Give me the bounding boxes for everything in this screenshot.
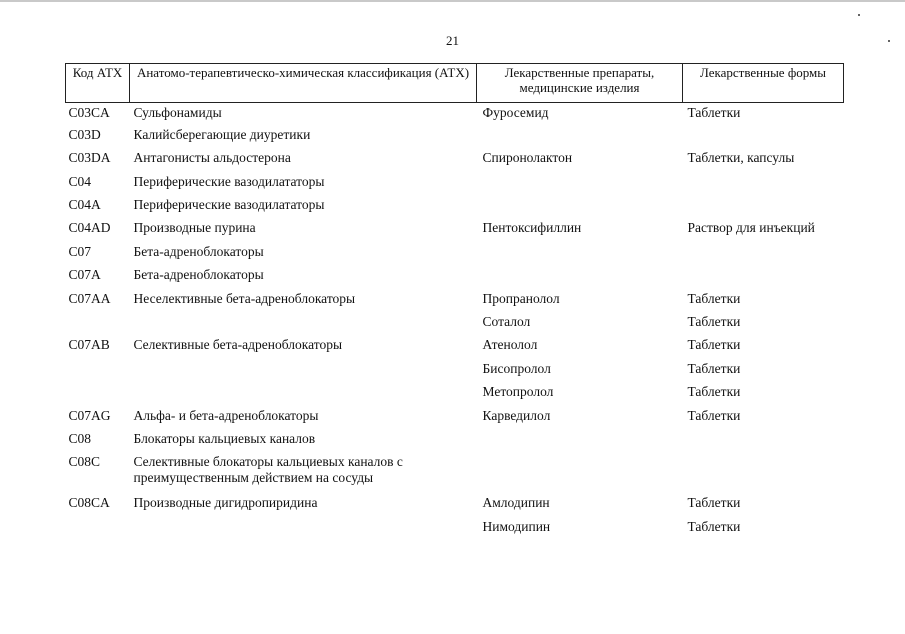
atx-code-cell: C04AD xyxy=(68,220,111,236)
form-cell: Таблетки xyxy=(687,314,741,330)
classification-cell: Периферические вазодилататоры xyxy=(133,197,325,213)
top-scan-edge xyxy=(0,0,905,2)
drug-cell xyxy=(477,126,683,149)
table-row xyxy=(66,407,844,430)
atx-code-cell xyxy=(66,383,130,406)
classification-cell xyxy=(130,313,477,336)
drug-cell: Бисопролол xyxy=(482,360,551,376)
classification-cell: Селективные бета-адреноблокаторы xyxy=(133,337,343,353)
atx-code-cell: C08 xyxy=(68,430,92,446)
atx-code-cell: C07A xyxy=(68,267,101,283)
drug-cell: Соталол xyxy=(482,314,531,330)
drug-cell: Фуросемид xyxy=(482,105,549,120)
form-cell xyxy=(683,430,844,453)
classification-cell: Блокаторы кальциевых каналов xyxy=(133,430,316,446)
atx-code-cell: C07 xyxy=(68,243,92,259)
classification-cell: Сульфонамиды xyxy=(133,105,222,120)
table-row xyxy=(66,383,844,406)
table-row xyxy=(66,360,844,383)
drug-cell xyxy=(477,243,683,266)
classification-cell: Производные дигидропиридина xyxy=(133,495,318,511)
classification-cell xyxy=(130,518,477,541)
form-cell xyxy=(683,173,844,196)
form-cell xyxy=(683,453,844,494)
table-row xyxy=(66,494,844,517)
drug-cell xyxy=(477,266,683,289)
atx-code-cell: C03DA xyxy=(68,150,111,166)
table-row xyxy=(66,430,844,453)
table-row xyxy=(66,518,844,541)
table-row xyxy=(66,313,844,336)
scan-speck xyxy=(858,14,860,16)
atx-code-cell: C04A xyxy=(68,197,101,213)
header-code: Код АТХ xyxy=(66,64,130,103)
atx-code-cell: C07AA xyxy=(68,290,111,306)
atx-table xyxy=(65,63,844,541)
form-cell: Таблетки xyxy=(687,105,741,120)
form-cell: Таблетки xyxy=(687,495,741,511)
table-row xyxy=(66,103,844,126)
drug-cell: Амлодипин xyxy=(482,495,550,511)
atx-code-cell: C03CA xyxy=(68,105,110,120)
drug-cell xyxy=(477,196,683,219)
drug-cell xyxy=(477,173,683,196)
table-body xyxy=(66,103,844,542)
table-row xyxy=(66,149,844,172)
drug-cell: Карведилол xyxy=(482,407,551,423)
classification-cell: Неселективные бета-адреноблокаторы xyxy=(133,290,356,306)
drug-cell: Пентоксифиллин xyxy=(482,220,582,236)
header-forms: Лекарственные формы xyxy=(683,64,844,103)
classification-cell: Антагонисты альдостерона xyxy=(133,150,291,166)
form-cell: Таблетки xyxy=(687,360,741,376)
form-cell: Таблетки xyxy=(687,407,741,423)
form-cell: Таблетки xyxy=(687,337,741,353)
table-header xyxy=(66,64,844,103)
atx-code-cell: C08C xyxy=(68,454,101,470)
form-cell xyxy=(683,243,844,266)
drug-cell: Атенолол xyxy=(482,337,538,353)
table-row xyxy=(66,196,844,219)
form-cell xyxy=(683,266,844,289)
classification-cell: Бета-адреноблокаторы xyxy=(133,267,264,283)
table-row xyxy=(66,453,844,494)
table-row xyxy=(66,219,844,242)
atx-code-cell xyxy=(66,518,130,541)
atx-code-cell: C03D xyxy=(68,126,101,142)
classification-cell: Селективные блокаторы кальциевых каналов с преимущественным действием на сосуды xyxy=(133,454,403,486)
table-row xyxy=(66,266,844,289)
classification-cell: Производные пурина xyxy=(133,220,256,236)
form-cell xyxy=(683,126,844,149)
header-classification: Анатомо-терапевтическо-химическая классификация (АТХ) xyxy=(130,64,477,103)
table-row xyxy=(66,290,844,313)
header-drugs: Лекарственные препараты, медицинские изделия xyxy=(477,64,683,103)
drug-cell: Нимодипин xyxy=(482,518,551,534)
drug-cell: Спиронолактон xyxy=(482,150,573,166)
form-cell: Таблетки, капсулы xyxy=(687,150,795,166)
atx-code-cell: C04 xyxy=(68,173,92,189)
classification-cell xyxy=(130,360,477,383)
classification-cell: Бета-адреноблокаторы xyxy=(133,243,264,259)
classification-cell: Калийсберегающие диуретики xyxy=(133,126,311,142)
form-cell: Таблетки xyxy=(687,384,741,400)
atx-code-cell: C07AB xyxy=(68,337,110,353)
table-row xyxy=(66,173,844,196)
table-row xyxy=(66,126,844,149)
classification-cell: Периферические вазодилататоры xyxy=(133,173,325,189)
classification-cell: Альфа- и бета-адреноблокаторы xyxy=(133,407,319,423)
drug-cell: Пропранолол xyxy=(482,290,560,306)
drug-cell: Метопролол xyxy=(482,384,554,400)
table-row xyxy=(66,336,844,359)
form-cell xyxy=(683,196,844,219)
atx-code-cell xyxy=(66,313,130,336)
form-cell: Раствор для инъекций xyxy=(687,220,815,236)
form-cell: Таблетки xyxy=(687,518,741,534)
form-cell: Таблетки xyxy=(687,290,741,306)
drug-cell xyxy=(477,430,683,453)
drug-cell xyxy=(477,453,683,494)
table-row xyxy=(66,243,844,266)
atx-code-cell: C07AG xyxy=(68,407,111,423)
classification-cell xyxy=(130,383,477,406)
page-number: 21 xyxy=(446,33,459,48)
atx-code-cell: C08CA xyxy=(68,495,110,511)
atx-code-cell xyxy=(66,360,130,383)
